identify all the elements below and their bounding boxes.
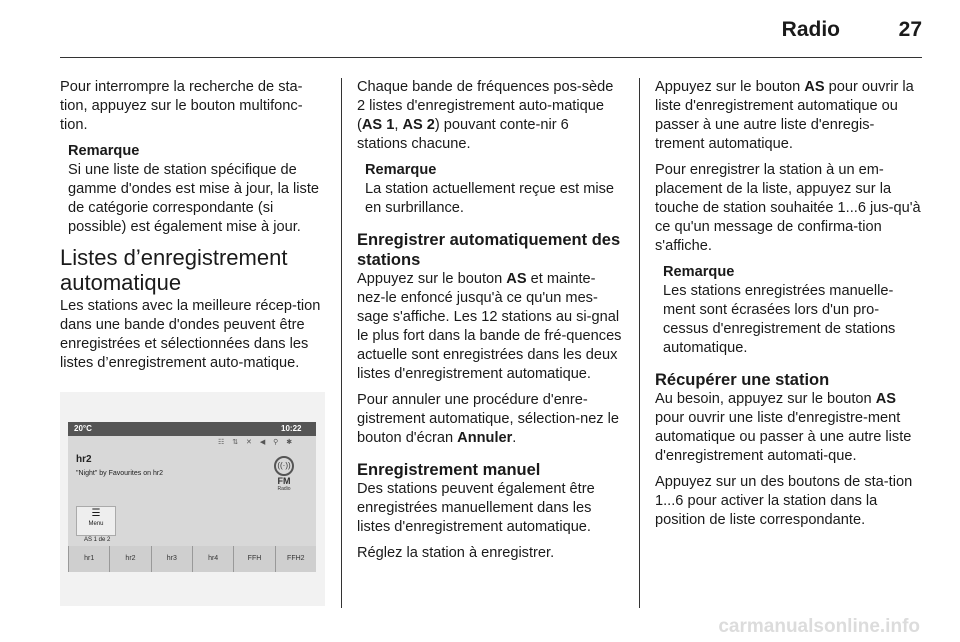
menu-icon: ☰ <box>91 508 101 519</box>
note-text: La station actuellement reçue est mise en surbrillance. <box>365 181 615 216</box>
clock: 10:22 <box>281 424 302 433</box>
station-name: hr2 <box>76 454 92 465</box>
preset-button: FFH <box>233 546 274 572</box>
column-divider-2 <box>639 78 640 608</box>
text: pour ouvrir une liste d'enregistre-ment automatique ou passer à une autre liste d'enregistrement automati-que. <box>655 410 912 464</box>
preset-button: hr3 <box>151 546 192 572</box>
preset-bar <box>68 546 316 572</box>
text: Appuyez sur le bouton <box>357 271 507 287</box>
text: Appuyez sur le bouton <box>655 79 805 95</box>
note-text: Les stations enregistrées manuelle-ment sont écrasées lors d'un pro-cessus d'enregistrement de stations automatique. <box>663 283 896 356</box>
temperature: 20°C <box>74 424 92 433</box>
subsection-heading: Enregistrement manuel <box>357 461 541 479</box>
as-list-label: AS 1 de 2 <box>84 537 111 543</box>
as1-label: AS 1 <box>361 117 395 133</box>
as-label: AS <box>804 79 825 95</box>
text: . <box>512 430 517 446</box>
paragraph: Réglez la station à enregistrer. <box>357 545 555 561</box>
preset-button: hr4 <box>192 546 233 572</box>
text: Pour annuler une procédure d'enre-gistrement automatique, sélection-nez le bouton d'écran <box>357 392 620 446</box>
radio-screen <box>68 422 316 572</box>
subsection-heading: Enregistrer automatiquement des stations <box>357 231 621 269</box>
paragraph: Des stations peuvent également être enregistrées manuellement dans les listes d'enregistrement automatique. <box>357 481 595 535</box>
text: Au besoin, appuyez sur le bouton <box>655 391 876 407</box>
preset-button: FFH2 <box>275 546 316 572</box>
fm-sub-label: Radio <box>277 486 291 492</box>
fm-source <box>271 456 297 496</box>
page-number: 27 <box>898 18 922 41</box>
note-title: Remarque <box>663 264 735 280</box>
paragraph: Pour interrompre la recherche de sta-tion, appuyez sur le bouton multifonc-tion. <box>60 79 303 133</box>
menu-label: Menu <box>88 521 104 527</box>
note-text: Si une liste de station spécifique de gamme d'ondes est mise à jour, la liste de catégorie correspondante (si possible) est également mise à jour. <box>68 162 320 235</box>
status-bar <box>68 422 316 436</box>
preset-button: hr1 <box>68 546 109 572</box>
subsection-heading: Récupérer une station <box>655 371 830 389</box>
column-1 <box>60 78 325 380</box>
text: ) pouvant conte-nir 6 stations chacune. <box>357 117 569 152</box>
paragraph: Appuyez sur un des boutons de sta-tion 1...6 pour activer la station dans la position de liste correspondante. <box>655 474 913 528</box>
section-title: Radio <box>781 18 840 41</box>
paragraph: Pour enregistrer la station à un em-placement de la liste, appuyez sur la touche de station souhaitée 1...6 jus-qu'à ce qu'un message de confirma-tion s'affiche. <box>655 162 921 254</box>
text: et mainte-nez-le enfoncé jusqu'à ce qu'un mes-sage s'affiche. Les 12 stations au si-gnal le plus fort dans la bande de fré-quences actuelle sont enregistrées dans les deux listes d'enregistrement automatique. <box>357 271 622 382</box>
as2-label: AS 2 <box>402 117 435 133</box>
column-divider-1 <box>341 78 342 608</box>
preset-button: hr2 <box>109 546 150 572</box>
text: pour ouvrir la liste d'enregistrement automatique ou passer à une autre liste d'enregis-trement automatique. <box>655 79 914 152</box>
watermark: carmanualsonline.info <box>718 616 920 637</box>
column-3 <box>655 78 923 537</box>
fm-label: FM <box>277 476 291 486</box>
menu-button <box>76 506 116 536</box>
text: , <box>394 117 403 133</box>
note-title: Remarque <box>68 143 140 159</box>
note <box>365 161 623 218</box>
note <box>663 263 923 358</box>
annuler-label: Annuler <box>457 430 513 446</box>
track-info: "Night" by Favourites on hr2 <box>76 470 164 477</box>
paragraph <box>357 270 623 384</box>
status-icons: ☷ ⇅ ✕ ◀ ⚲ ✱ <box>218 439 296 446</box>
section-heading: Listes d’enregistrement automatique <box>60 245 288 295</box>
text: Chaque bande de fréquences pos-sède 2 listes d'enregistrement auto-matique ( <box>357 79 614 133</box>
paragraph <box>655 78 923 154</box>
paragraph <box>357 391 623 448</box>
radio-icon: ((·)) <box>274 456 294 476</box>
column-2 <box>357 78 623 570</box>
paragraph: Les stations avec la meilleure récep-tion dans une bande d'ondes peuvent être enregistrées et sélectionnées dans les listes d’enregistrement auto-matique. <box>60 298 321 371</box>
paragraph <box>357 78 623 154</box>
note <box>68 142 325 237</box>
as-label: AS <box>875 391 896 407</box>
infotainment-screenshot <box>60 392 325 606</box>
header-rule <box>60 57 922 58</box>
note-title: Remarque <box>365 162 437 178</box>
paragraph <box>655 390 923 466</box>
as-label: AS <box>506 271 527 287</box>
